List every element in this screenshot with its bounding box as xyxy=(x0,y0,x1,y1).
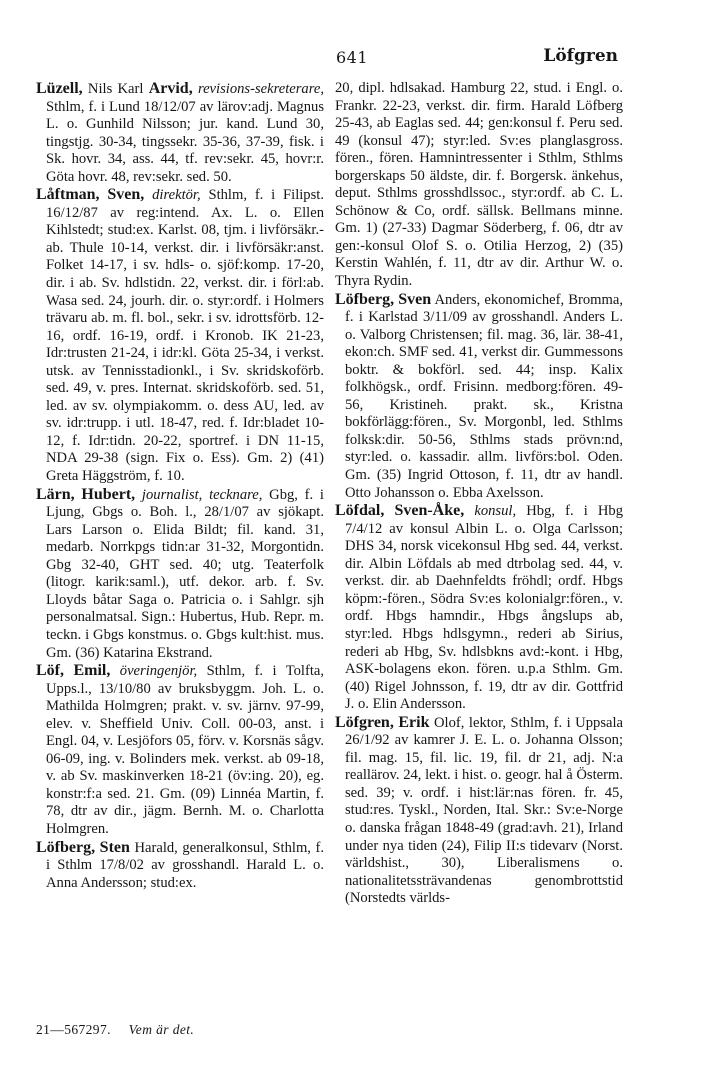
entry-first-name: Erik xyxy=(398,713,430,731)
entry-text: Hbg, f. i Hbg 7/4/12 av konsul Albin L. o. Olga Carlsson; DHS 34, norsk vicekonsul Hbg sed. 44, verkst. dir. Albin Löfdals ab med dtrbolag sed. 44, v. verkst. dir. ab Daehnfeldts fröhdl; ordf. Hbgs köpm:-fören., Södra Sv:es kolonialgr:fören., v. ordf. Hbgs hamndir., Hbgs ångslups ab, styr:led. Hbgs hdlsgymn., rederi ab Sirius, rederi ab Hbg, Sv. hdlsbkns avd:-kont. i Hbg, ASK-bolagens ekon. fören. u.p.a Sthlm. Gm. (40) Rigel Johnsson, f. 19, dtr av dir. Gottfrid J. o. Elin Andersson. xyxy=(345,503,623,713)
entry-first-name: Sven-Åke, xyxy=(394,502,465,520)
biography-entry xyxy=(335,80,623,291)
entry-text: 20, dipl. hdlsakad. Hamburg 22, stud. i Engl. o. Frankr. 22-23, verkst. dir. firm. Harald Löfberg 25-43, ab Eaglas sed. 44; gen:konsul f. Peru sed. 49 (konsul 47); styr:led. Sv:es planglasgross. fören., fören. Hamnintressenter i Sthlm, Sthlms borgerskaps 50 äldste, dir. f. Borgersk. änkehus, deput. Sthlms grosshdlssoc., styr:ordf. ab C. L. Schönow & Co, ordf. sällsk. Bellmans minne. Gm. 1) (27-33) Dagmar Söderberg, f. 06, dtr av gen:-konsul Olof S. o. Otilia Herzog, 2) (35) Kerstin Wahlén, f. 11, dtr av dir. Arthur W. o. Thyra Rydin. xyxy=(335,80,623,290)
entry-surname: Lüzell, xyxy=(36,80,83,97)
entry-text: Sthlm, f. i Tolfta, Upps.l., 13/10/80 av bruksbyggm. Joh. L. o. Mathilda Holmgren; prakt. v. sv. järnv. 97-99, elev. v. Sheffield Univ. Coll. 00-03, anst. i Engl. 04, v. Lesjöfors 05, förv. v. Korsnäs sågv. 06-09, ing. v. Bolinders mek. verkst. ab 09-18, v. ab Sv. maskinverken 18-21 (öv:ing. 20), eg. konstr:f:a sed. 21. Gm. (09) Linnéa Martin, f. 78, dtr av dir., jägm. Bernh. M. o. Charlotta Holmgren. xyxy=(46,663,325,837)
biography-entry xyxy=(335,502,623,714)
biography-entry xyxy=(36,486,324,662)
entry-text: Anders, ekonomichef, Bromma, f. i Karlstad 3/11/09 av grosshandl. Anders L. o. Valborg Christensen; fil. mag. 36, lär. 38-41, ekon:ch. SMF sed. 41, verkst dir. Gummessons boktr. & bokförl. sed. 44; insp. Kalix folkhögsk., ordf. Frisinn. medborg:fören. 49-56, Kristineh. prakt. sk., Kristna bokförlägg:fören., Sv. Morgonbl, led. Sthlms folksk:dir. 50-56, Sthlms stads prövn:nd, styr:led. o. kassadir. allm. livförs:bol. Oden. Gm. (35) Ingrid Ottoson, f. 11, dtr av handl. Otto Johansson o. Ebba Axelsson. xyxy=(345,291,623,501)
entry-surname: Löfgren, xyxy=(335,713,394,731)
entry-title: revisions-sekreterare, xyxy=(197,81,324,97)
entry-surname: Låftman, xyxy=(36,186,100,204)
entry-first-name: Emil, xyxy=(73,662,111,680)
entry-text: Olof, lektor, Sthlm, f. i Uppsala 26/1/92 av kamrer J. E. L. o. Johanna Olsson; fil. mag. 15, fil. lic. 19, fil. dr 21, adj. N:a reallärov. 24, lekt. i hist. o. geogr. hal å Österm. sed. 39; v. ordf. i hist:lär:nas fören. fr. 45, stud:res. Tyskl., Norden, Ital. Skr.: Sv:e-Norge o. danska frågan 1848-49 (grad:avh. 21), Irland under nya tiden (24), Filip II:s tidevarv (Norst. världshist., 30), Liberalismens o. nationalitetssträvandenas genombrottstid (Norstedts världs- xyxy=(345,714,624,907)
left-column xyxy=(36,80,324,892)
entry-title: konsul, xyxy=(474,503,517,520)
entry-title: överingenjör, xyxy=(119,663,198,680)
entry-text: Harald, generalkonsul, Sthlm, f. i Sthlm 17/8/02 av grosshandl. Harald L. o. Anna Andersson; stud:ex. xyxy=(46,839,325,891)
footer xyxy=(36,1022,194,1038)
footer-title: Vem är det. xyxy=(128,1022,195,1037)
biography-entry xyxy=(36,80,324,186)
biography-entry xyxy=(335,714,623,908)
entry-first-name: Arvid, xyxy=(148,80,193,97)
entry-title: direktör, xyxy=(152,187,201,204)
entry-surname: Löfberg, xyxy=(36,838,96,856)
entry-first-name: Sven xyxy=(398,290,432,308)
biography-entry xyxy=(36,662,324,838)
right-column xyxy=(335,80,623,908)
biography-entry xyxy=(36,186,324,485)
running-head: Löfgren xyxy=(543,46,618,66)
entry-text: Sthlm, f. i Lund 18/12/07 av lärov:adj. Magnus L. o. Gunhild Nilsson; jur. kand. Lund 30, tingstjg. 30-34, tingssekr. 35-36, 37-39, fisk. i Sk. hovr. 34, ass. 44, tf. rev:sekr. 45, hovr:r. Göta hovr. 48, rev:sekr. sed. 50. xyxy=(46,98,324,185)
entry-given-names: Nils Karl xyxy=(87,81,149,97)
entry-first-name: Sten xyxy=(99,838,130,856)
biography-entry xyxy=(335,291,623,503)
footer-code: 21—567297. xyxy=(36,1022,111,1037)
entry-title: journalist, tecknare, xyxy=(141,486,263,503)
entry-surname: Lärn, xyxy=(36,485,75,503)
entry-surname: Löf, xyxy=(36,662,64,680)
entry-text: Sthlm, f. i Filipst. 16/12/87 av reg:intend. Ax. L. o. Ellen Kihlstedt; stud:ex. Karlst. 08, tjm. i livförsäkr.-ab. Thule 10-14, verkst. dir. i livförsäkr:anst. Folket 14-17, i sv. hdls- o. sjöf:komp. 17-20, dir. i ab. Sv. hdlstidn. 22, verkst. dir. i förl:ab. Wasa sed. 24, jourh. dir. o. styr:ordf. i Holmers trävaru ab. m. fl. bol., sekr. i sv. idrottsförb. 12-16, ordf. 16-19, ordf. i Kronob. IK 21-23, Idr:trusten 21-24, i idr:kl. Göta 25-34, i verkst. utsk. av Tennisstadionkl., i Sv. skridskoförb. sed. 49, v. pres. Internat. skridskoförb. sed. 51, led. av sv. olympiakomm. o. dess AU, led. av sv. idr:trupp. i utl. 18-47, red. f. Idr:bladet 10-12, f. Idr:tidn. 20-22, sportref. i DN 11-15, NDA 29-38 (sign. Fix o. Ess). Gm. 2) (41) Greta Häggström, f. 10. xyxy=(46,187,324,485)
entry-surname: Löfdal, xyxy=(335,502,385,520)
page-number: 641 xyxy=(335,48,369,67)
entry-first-name: Hubert, xyxy=(81,485,136,503)
biography-entry xyxy=(36,839,324,893)
entry-text: Gbg, f. i Ljung, Gbgs o. Boh. l., 28/1/07 av sjökapt. Lars Larson o. Elida Bildt; fil. kand. 31, medarb. Norrkpgs tidn:ar 31-32, Morgontidn. Gbg 32-40, GHT sed. 40; utg. Teaterfolk (litogr. karik:saml.), utf. dekor. arb. f. Sv. Lloyds båtar Saga o. Patricia o. i Sahlgr. sjh personalmatsal. Sign.: Hubertus, Hub. Repr. m. teckn. i Gbgs konstmus. o. Gbgs kult:hist. mus. Gm. (36) Katarina Ekstrand. xyxy=(46,486,324,661)
entry-surname: Löfberg, xyxy=(335,290,395,308)
entry-first-name: Sven, xyxy=(107,186,145,204)
